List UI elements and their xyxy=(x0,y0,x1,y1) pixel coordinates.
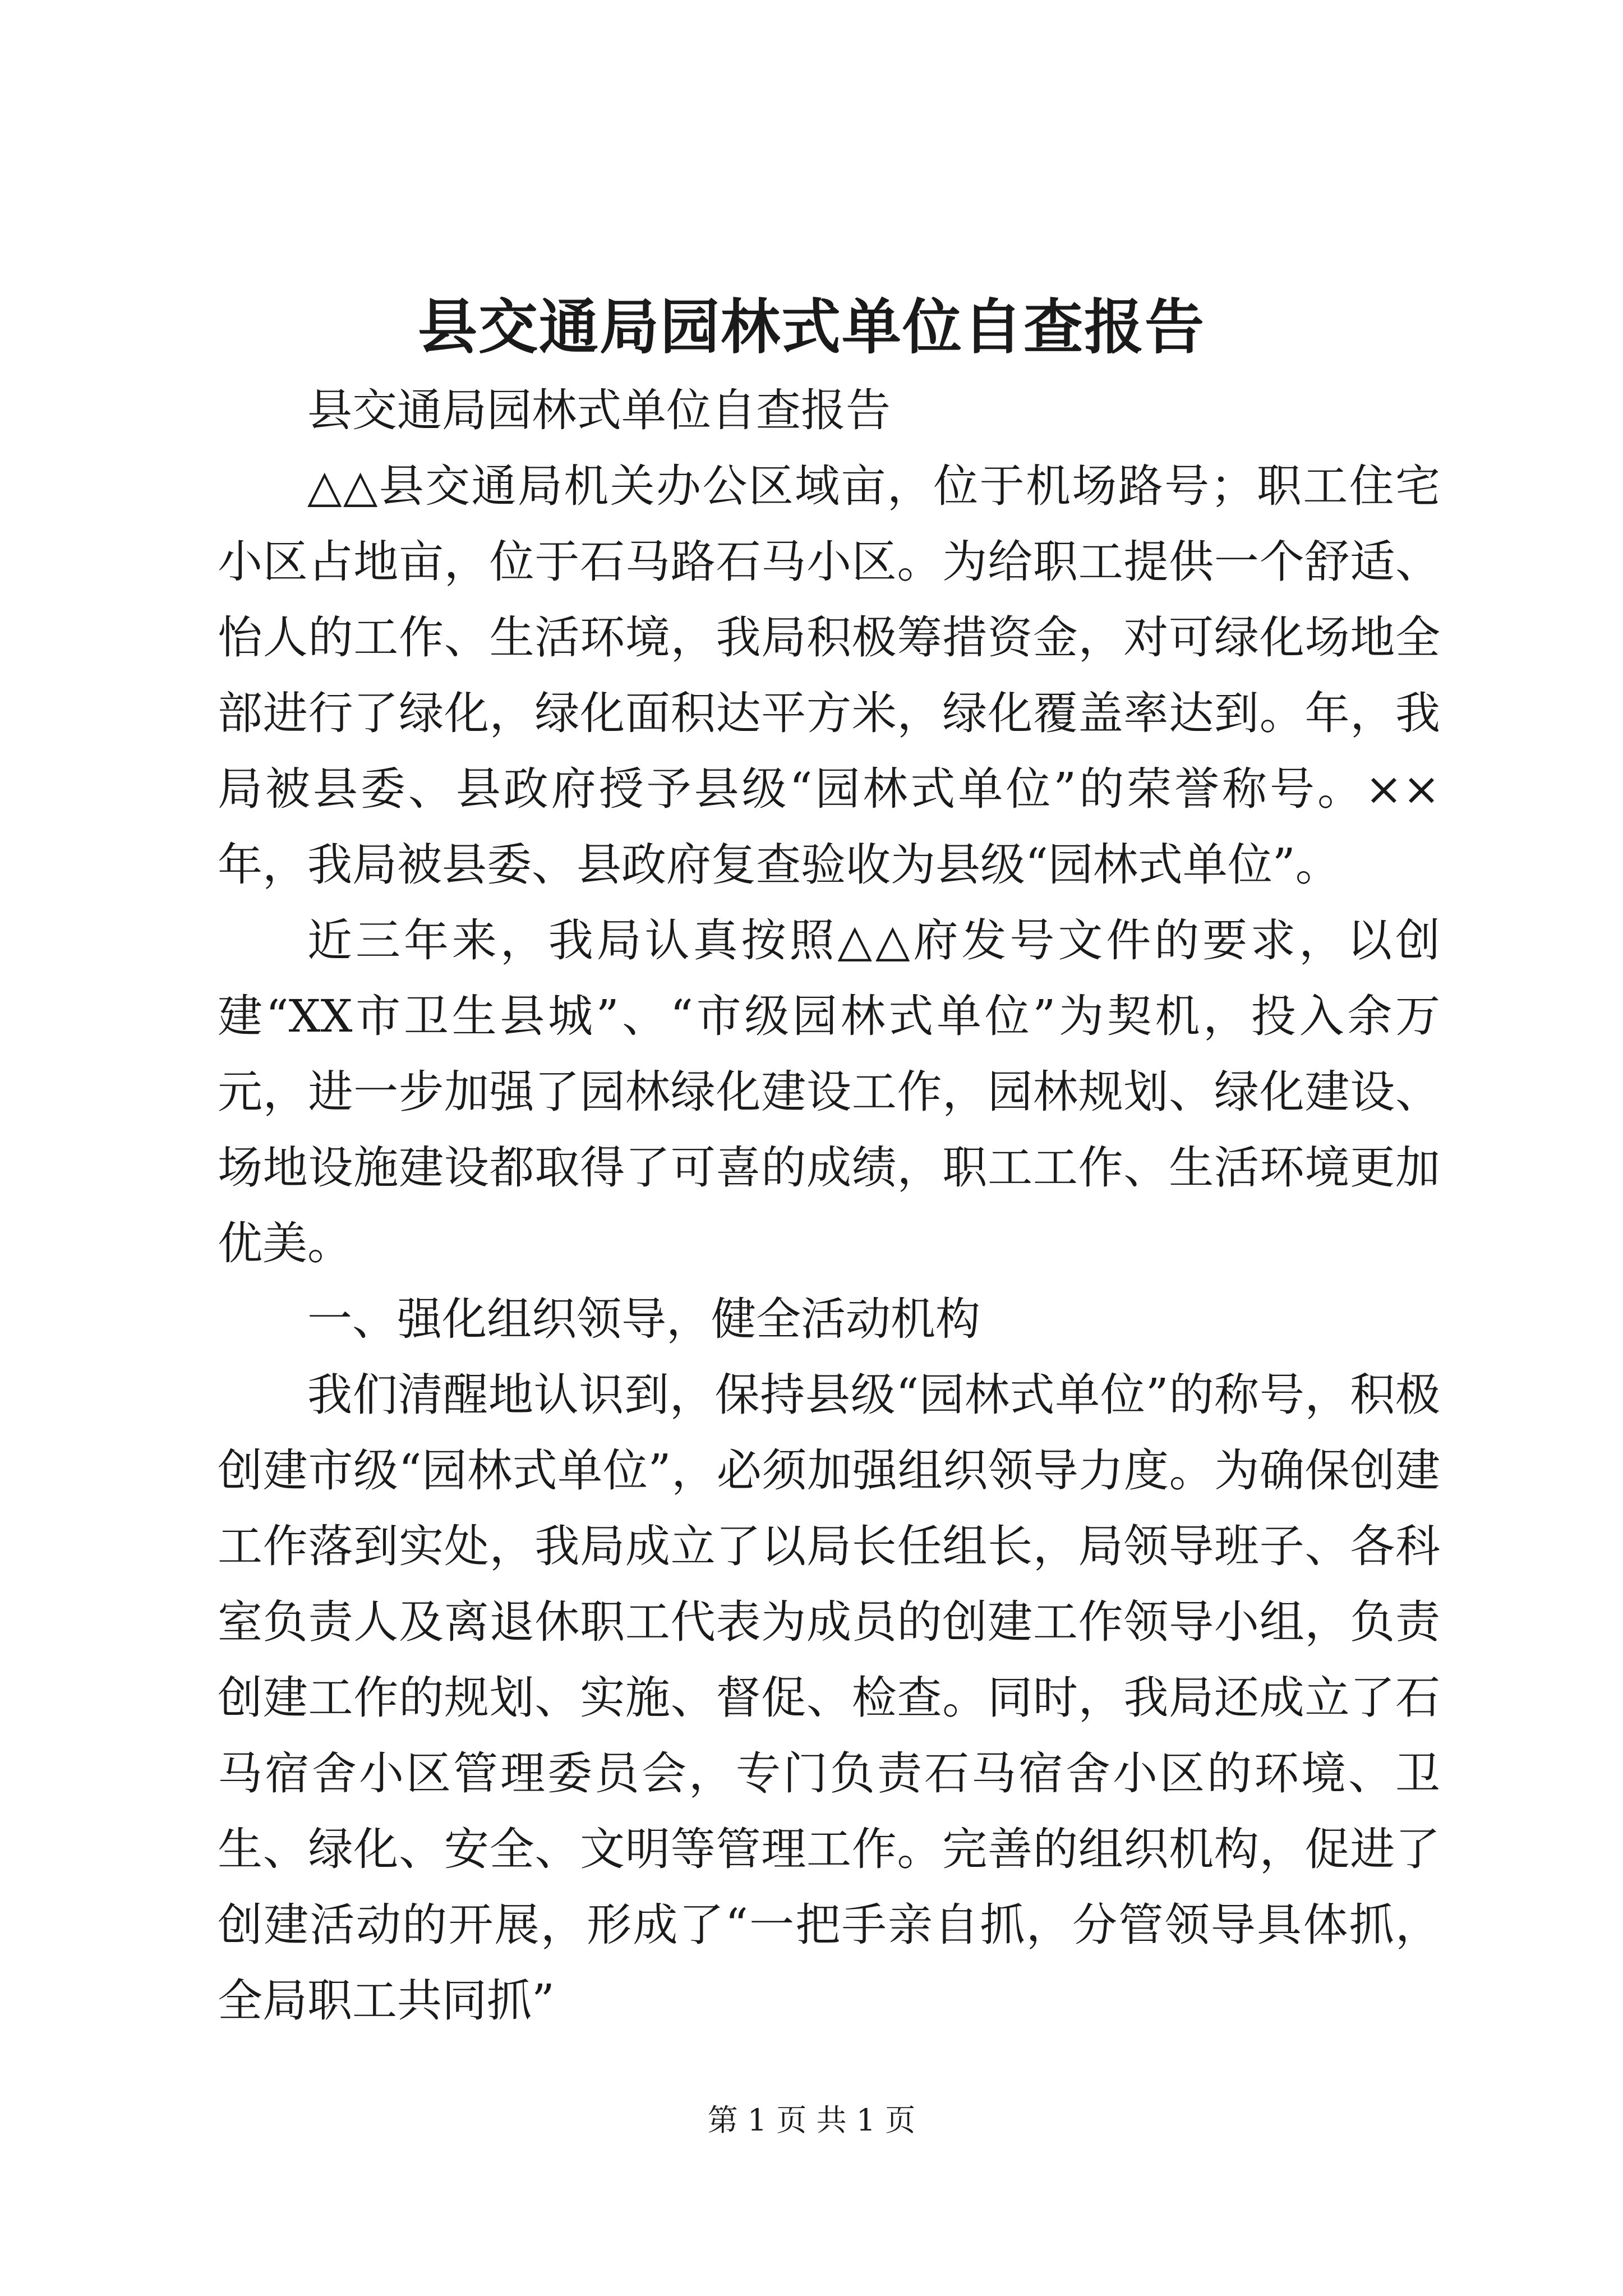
body-paragraph: △△县交通局机关办公区域亩，位于机场路号；职工住宅小区占地亩，位于石马路石马小区。为给职工提供一个舒适、怡人的工作、生活环境，我局积极筹措资金，对可绿化场地全部进行了绿化，绿化面积达平方米，绿化覆盖率达到。年，我局被县委、县政府授予县级“园林式单位”的荣誉称号。××年，我局被县委、县政府复查验收为县级“园林式单位”。 xyxy=(218,460,1440,891)
body-paragraph: 近三年来，我局认真按照△△府发号文件的要求，以创建“XX市卫生县城”、“市级园林式单位”为契机，投入余万元，进一步加强了园林绿化建设工作，园林规划、绿化建设、场地设施建设都取得了可喜的成绩，职工工作、生活环境更加优美。 xyxy=(218,914,1440,1269)
body-paragraph: 我们清醒地认识到，保持县级“园林式单位”的称号，积极创建市级“园林式单位”，必须加强组织领导力度。为确保创建工作落到实处，我局成立了以局长任组长，局领导班子、各科室负责人及离退休职工代表为成员的创建工作领导小组，负责创建工作的规划、实施、督促、检查。同时，我局还成立了石马宿舍小区管理委员会，专门负责石马宿舍小区的环境、卫生、绿化、安全、文明等管理工作。完善的组织机构，促进了创建活动的开展，形成了“一把手亲自抓，分管领导具体抓，全局职工共同抓” xyxy=(218,1369,1440,2027)
section-heading: 一、强化组织领导，健全活动机构 xyxy=(307,1293,980,1345)
document-body xyxy=(218,372,1440,2039)
document-title: 县交通局园林式单位自查报告 xyxy=(418,292,1205,362)
page-number-footer: 第 1 页 共 1 页 xyxy=(707,2102,916,2138)
subtitle-paragraph: 县交通局园林式单位自查报告 xyxy=(307,384,891,436)
